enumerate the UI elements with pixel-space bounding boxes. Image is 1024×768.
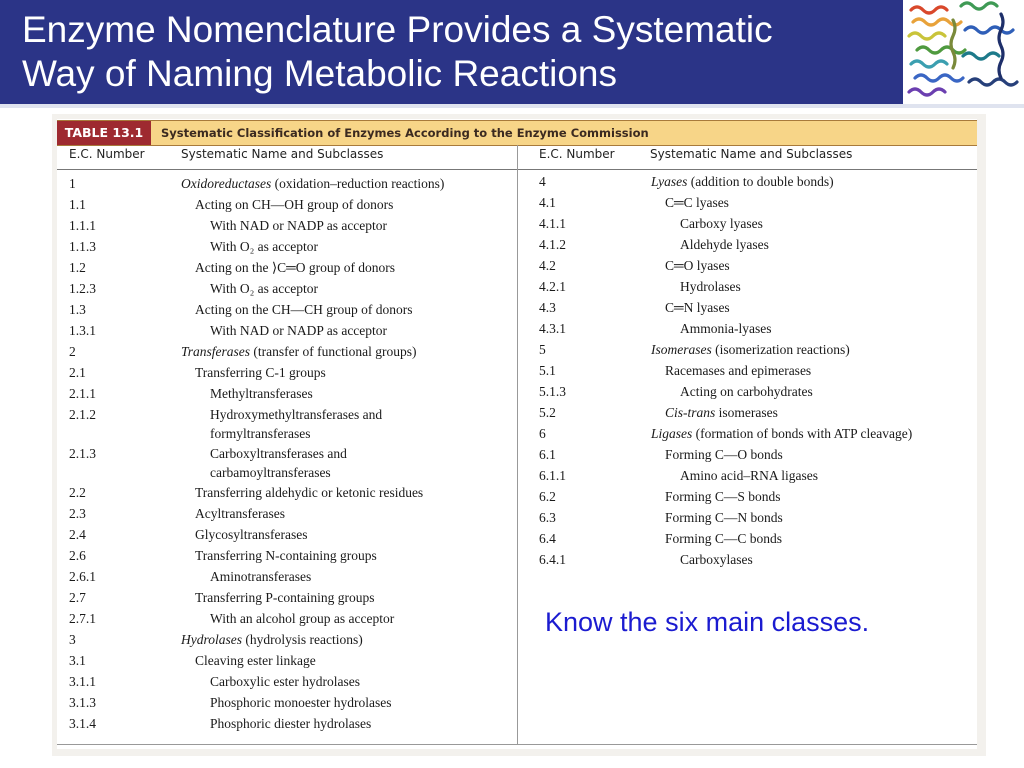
- slide-title-line-2: Way of Naming Metabolic Reactions: [22, 53, 617, 94]
- class-name: With O₂ as acceptor: [210, 281, 318, 296]
- class-name: Aminotransferases: [210, 569, 312, 584]
- ec-number: 1.1.1: [69, 218, 96, 233]
- class-name: Carboxylases: [680, 552, 753, 567]
- systematic-name: [210, 610, 394, 628]
- class-name: Acting on the CH—CH group of donors: [195, 302, 413, 317]
- class-name: Forming C—N bonds: [665, 510, 783, 525]
- systematic-name: [181, 631, 363, 649]
- slide-title-line-1: Enzyme Nomenclature Provides a Systematic: [22, 9, 773, 50]
- class-name: With O₂ as acceptor: [210, 239, 318, 254]
- systematic-name: [210, 280, 318, 298]
- class-name: Cleaving ester linkage: [195, 653, 316, 668]
- ec-number: 3.1.3: [69, 695, 96, 710]
- systematic-name: [210, 322, 387, 340]
- class-name: Phosphoric diester hydrolases: [210, 716, 372, 731]
- systematic-name: [680, 278, 741, 296]
- systematic-name: [680, 215, 763, 233]
- systematic-name: [665, 488, 781, 506]
- systematic-name-continued: formyltransferases: [210, 426, 311, 441]
- systematic-name: [195, 526, 307, 544]
- ec-number: 3: [69, 632, 76, 647]
- class-name: Racemases and epimerases: [665, 363, 812, 378]
- systematic-name: [680, 467, 818, 485]
- ec-number: 3.1.1: [69, 674, 96, 689]
- ec-number: 2.7: [69, 590, 86, 605]
- systematic-name: [680, 383, 813, 401]
- class-name: C═O lyases: [665, 258, 730, 273]
- ec-number: 5.1: [539, 363, 556, 378]
- class-name: Transferring N-containing groups: [195, 548, 377, 563]
- systematic-name: [195, 484, 423, 502]
- class-name: Hydroxymethyltransferases and: [210, 407, 383, 422]
- ec-number: 2.1.2: [69, 407, 96, 422]
- ec-number: 2.1.1: [69, 386, 96, 401]
- class-name: Glycosyltransferases: [195, 527, 308, 542]
- systematic-name: [210, 445, 347, 463]
- systematic-name: [210, 673, 360, 691]
- systematic-name: [210, 217, 387, 235]
- systematic-name: [651, 341, 850, 359]
- systematic-name: [181, 175, 444, 193]
- class-name: Oxidoreductases: [181, 176, 272, 191]
- ec-number: 1.1: [69, 197, 86, 212]
- systematic-name: [680, 236, 769, 254]
- class-description: (hydrolysis reactions): [242, 632, 363, 647]
- systematic-name: [181, 343, 416, 361]
- systematic-name: [651, 425, 912, 443]
- ec-number: 1.2: [69, 260, 86, 275]
- ec-number: 6.1.1: [539, 468, 566, 483]
- table-label: TABLE 13.1: [57, 121, 151, 145]
- ec-number: 2.6.1: [69, 569, 96, 584]
- systematic-name: [195, 505, 285, 523]
- table-bottom-rule: [57, 744, 977, 745]
- slide-title: [22, 8, 892, 96]
- systematic-name: [665, 509, 783, 527]
- ec-number: 2.4: [69, 527, 86, 542]
- systematic-name: [195, 364, 326, 382]
- systematic-name: [665, 446, 783, 464]
- ec-number: 4.2.1: [539, 279, 566, 294]
- ec-number: 6.1: [539, 447, 556, 462]
- ec-number: 2.1: [69, 365, 86, 380]
- class-name: Acting on CH—OH group of donors: [195, 197, 394, 212]
- class-name: Transferases: [181, 344, 251, 359]
- class-name: Forming C—O bonds: [665, 447, 783, 462]
- class-name: Isomerases: [651, 342, 712, 357]
- class-name: Carboxy lyases: [680, 216, 763, 231]
- class-name: Transferring P-containing groups: [195, 590, 375, 605]
- ec-number: 4.2: [539, 258, 556, 273]
- ec-number: 2: [69, 344, 76, 359]
- systematic-name: [680, 551, 753, 569]
- ec-number: 4: [539, 174, 546, 189]
- systematic-name: [210, 385, 313, 403]
- class-name: Lyases: [651, 174, 688, 189]
- class-name: With an alcohol group as acceptor: [210, 611, 395, 626]
- class-name: Methyltransferases: [210, 386, 313, 401]
- class-name: Amino acid–RNA ligases: [680, 468, 818, 483]
- systematic-name: [210, 694, 391, 712]
- class-name: Acyltransferases: [195, 506, 285, 521]
- class-name: Forming C—C bonds: [665, 531, 783, 546]
- systematic-name: [195, 652, 316, 670]
- class-name: Forming C—S bonds: [665, 489, 781, 504]
- column-header-name-left: Systematic Name and Subclasses: [181, 147, 384, 161]
- class-name: C═N lyases: [665, 300, 730, 315]
- class-name: Transferring aldehydic or ketonic residues: [195, 485, 424, 500]
- systematic-name-continued: carbamoyltransferases: [210, 465, 331, 480]
- ec-number: 1.3.1: [69, 323, 96, 338]
- ec-number: 4.3: [539, 300, 556, 315]
- ec-number: 3.1: [69, 653, 86, 668]
- class-name: Hydrolases: [181, 632, 242, 647]
- ec-number: 1.1.3: [69, 239, 96, 254]
- ec-number: 4.1: [539, 195, 556, 210]
- class-name: Transferring C-1 groups: [195, 365, 326, 380]
- class-name: Ammonia-lyases: [680, 321, 772, 336]
- class-description: (isomerization reactions): [711, 342, 850, 357]
- ec-number: 6.4.1: [539, 552, 566, 567]
- class-name: Carboxyltransferases and: [210, 446, 347, 461]
- class-name: Hydrolases: [680, 279, 741, 294]
- ec-number: 6.4: [539, 531, 556, 546]
- ec-number: 6: [539, 426, 546, 441]
- class-name: Cis-trans: [665, 405, 716, 420]
- systematic-name: [651, 173, 834, 191]
- systematic-name: [665, 299, 730, 317]
- ec-number: 1.2.3: [69, 281, 96, 296]
- column-header-ec-left: E.C. Number: [69, 147, 145, 161]
- systematic-name: [195, 547, 377, 565]
- column-divider: [517, 145, 518, 745]
- class-description: (transfer of functional groups): [250, 344, 417, 359]
- column-header-name-right: Systematic Name and Subclasses: [650, 147, 853, 161]
- ec-number: 2.2: [69, 485, 86, 500]
- class-name: Acting on carbohydrates: [680, 384, 813, 399]
- class-description: (addition to double bonds): [687, 174, 834, 189]
- systematic-name: [195, 259, 395, 277]
- note-text: Know the six main classes.: [545, 607, 870, 637]
- ec-number: 2.6: [69, 548, 86, 563]
- systematic-name: [195, 301, 412, 319]
- class-description: (oxidation–reduction reactions): [271, 176, 445, 191]
- ec-number: 1.3: [69, 302, 86, 317]
- ec-number: 4.1.2: [539, 237, 566, 252]
- systematic-name: [195, 589, 374, 607]
- ec-number: 2.7.1: [69, 611, 96, 626]
- column-header-ec-right: E.C. Number: [539, 147, 615, 161]
- systematic-name: [665, 194, 729, 212]
- class-name: With NAD or NADP as acceptor: [210, 218, 388, 233]
- ec-number: 6.2: [539, 489, 556, 504]
- protein-structure-image: [903, 0, 1024, 104]
- class-name: Ligases: [651, 426, 693, 441]
- table-title-bar: [57, 120, 977, 146]
- systematic-name: [210, 238, 318, 256]
- ec-number: 5: [539, 342, 546, 357]
- ec-number: 4.3.1: [539, 321, 566, 336]
- systematic-name: [665, 404, 778, 422]
- class-name: Phosphoric monoester hydrolases: [210, 695, 392, 710]
- header-underline: [0, 104, 1024, 108]
- class-name: C═C lyases: [665, 195, 729, 210]
- class-name: With NAD or NADP as acceptor: [210, 323, 388, 338]
- class-name: Acting on the ⟩C═O group of donors: [195, 260, 396, 275]
- class-name: Aldehyde lyases: [680, 237, 769, 252]
- systematic-name: [210, 715, 371, 733]
- systematic-name: [665, 257, 730, 275]
- class-name: Carboxylic ester hydrolases: [210, 674, 360, 689]
- table-caption: Systematic Classification of Enzymes According to the Enzyme Commission: [161, 126, 649, 140]
- class-description: isomerases: [715, 405, 778, 420]
- systematic-name: [195, 196, 393, 214]
- systematic-name: [665, 530, 782, 548]
- ec-number: 1: [69, 176, 76, 191]
- ec-number: 5.2: [539, 405, 556, 420]
- systematic-name: [665, 362, 811, 380]
- class-description: (formation of bonds with ATP cleavage): [692, 426, 913, 441]
- ec-number: 3.1.4: [69, 716, 96, 731]
- ec-number: 6.3: [539, 510, 556, 525]
- systematic-name: [680, 320, 771, 338]
- ec-number: 4.1.1: [539, 216, 566, 231]
- systematic-name: [210, 406, 382, 424]
- ec-number: 5.1.3: [539, 384, 566, 399]
- systematic-name: [210, 568, 311, 586]
- ec-number: 2.3: [69, 506, 86, 521]
- ec-number: 2.1.3: [69, 446, 96, 461]
